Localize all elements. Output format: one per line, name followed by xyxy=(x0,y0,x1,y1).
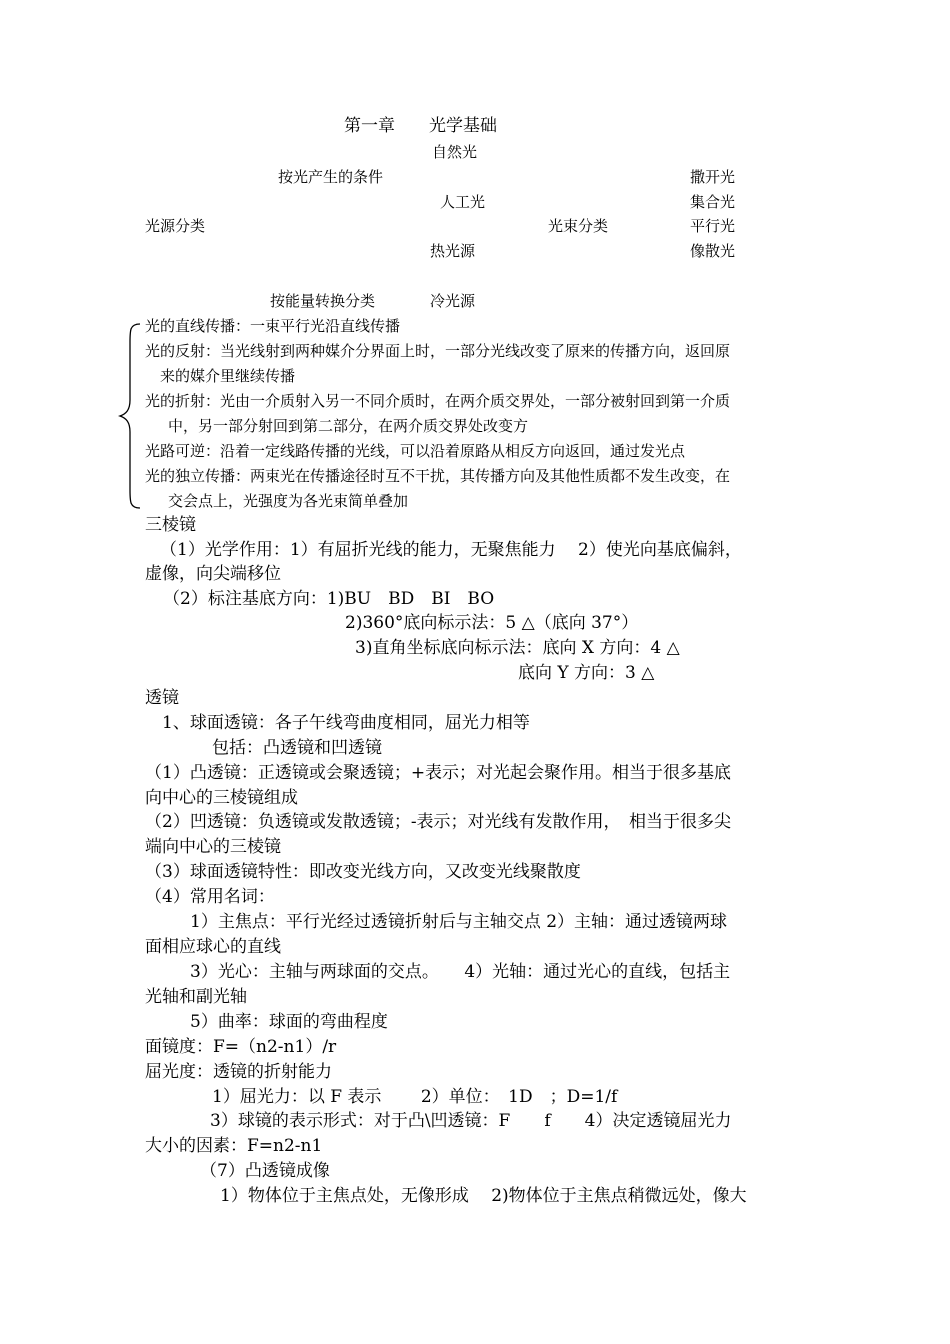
rule-refraction-cont: 中，另一部分射回到第二部分，在两介质交界处改变方 xyxy=(168,417,529,435)
beam-item-divergent: 撒开光 xyxy=(690,168,736,186)
lens-line: （2）凹透镜：负透镜或发散透镜；-表示；对光线有发散作用， 相当于很多尖 xyxy=(145,812,732,832)
lens-line: 1）物体位于主焦点处，无像形成 2)物体位于主焦点稍微远处，像大 xyxy=(220,1186,747,1206)
lens-line: 大小的因素：F=n2-n1 xyxy=(145,1136,323,1156)
rule-refraction: 光的折射：光由一介质射入另一不同介质时，在两介质交界处，一部分被射回到第一介质 xyxy=(145,392,731,410)
rule-independence: 光的独立传播：两束光在传播途径时互不干扰，其传播方向及其他性质都不发生改变，在 xyxy=(145,467,731,485)
rule-independence-cont: 交会点上，光强度为各光束简单叠加 xyxy=(168,492,409,510)
lens-line: 1、球面透镜：各子午线弯曲度相同，屈光力相等 xyxy=(162,713,530,733)
lens-line: 面相应球心的直线 xyxy=(145,937,281,957)
lens-line: （4）常用名词： xyxy=(145,887,275,907)
prism-heading: 三棱镜 xyxy=(145,515,196,535)
lens-line: （1）凸透镜：正透镜或会聚透镜；+表示；对光起会聚作用。相当于很多基底 xyxy=(145,763,732,783)
prism-line: 底向 Y 方向：3 △ xyxy=(518,663,655,683)
lens-line: 光轴和副光轴 xyxy=(145,987,247,1007)
beam-item-convergent: 集合光 xyxy=(690,193,736,211)
rule-rectilinear: 光的直线传播：一束平行光沿直线传播 xyxy=(145,317,401,335)
thermal-source-label: 热光源 xyxy=(430,242,476,260)
prism-line: 虚像，向尖端移位 xyxy=(145,564,281,584)
rule-reversibility: 光路可逆：沿着一定线路传播的光线，可以沿着原路从相反方向返回，通过发光点 xyxy=(145,442,686,460)
chapter-title: 第一章 光学基础 xyxy=(344,116,497,136)
lens-line: 向中心的三棱镜组成 xyxy=(145,788,298,808)
lens-line: （3）球面透镜特性：即改变光线方向，又改变光线聚散度 xyxy=(145,862,581,882)
beam-item-parallel: 平行光 xyxy=(690,217,736,235)
lens-line: 包括：凸透镜和凹透镜 xyxy=(212,738,382,758)
beam-item-astigmatic: 像散光 xyxy=(690,242,736,260)
light-source-root-label: 光源分类 xyxy=(145,217,206,235)
prism-line: 2)360°底向标示法：5 △（底向 37°） xyxy=(345,613,639,633)
lens-line: 3）光心：主轴与两球面的交点。 4）光轴：通过光心的直线，包括主 xyxy=(190,962,731,982)
by-energy-label: 按能量转换分类 xyxy=(270,292,376,310)
rule-reflection: 光的反射：当光线射到两种媒介分界面上时，一部分光线改变了原来的传播方向，返回原 xyxy=(145,342,731,360)
lens-line: 屈光度：透镜的折射能力 xyxy=(145,1062,332,1082)
lens-line: 端向中心的三棱镜 xyxy=(145,837,281,857)
lens-line: 3）球镜的表示形式：对于凸\凹透镜：F f 4）决定透镜屈光力 xyxy=(210,1111,732,1131)
lens-line: 5）曲率：球面的弯曲程度 xyxy=(190,1012,388,1032)
curly-brace-icon xyxy=(118,322,144,512)
prism-line: 3)直角坐标底向标示法：底向 X 方向：4 △ xyxy=(355,638,680,658)
prism-line: （1）光学作用：1）有屈折光线的能力，无聚焦能力 2）使光向基底偏斜， xyxy=(160,540,742,560)
natural-light-label: 自然光 xyxy=(432,143,478,161)
rule-reflection-cont: 来的媒介里继续传播 xyxy=(160,367,296,385)
by-generation-label: 按光产生的条件 xyxy=(278,168,384,186)
lens-line: （7）凸透镜成像 xyxy=(200,1161,330,1181)
cold-source-label: 冷光源 xyxy=(430,292,476,310)
beam-classification-label: 光束分类 xyxy=(548,217,609,235)
lens-line: 1）主焦点：平行光经过透镜折射后与主轴交点 2）主轴：通过透镜两球 xyxy=(190,912,728,932)
lens-heading: 透镜 xyxy=(145,688,179,708)
prism-line: （2）标注基底方向：1)BU BD BI BO xyxy=(163,589,495,609)
lens-line: 面镜度：F=（n2-n1）/r xyxy=(145,1037,337,1057)
artificial-light-label: 人工光 xyxy=(440,193,486,211)
lens-line: 1）屈光力：以 F 表示 2）单位： 1D ；D=1/f xyxy=(212,1087,618,1107)
